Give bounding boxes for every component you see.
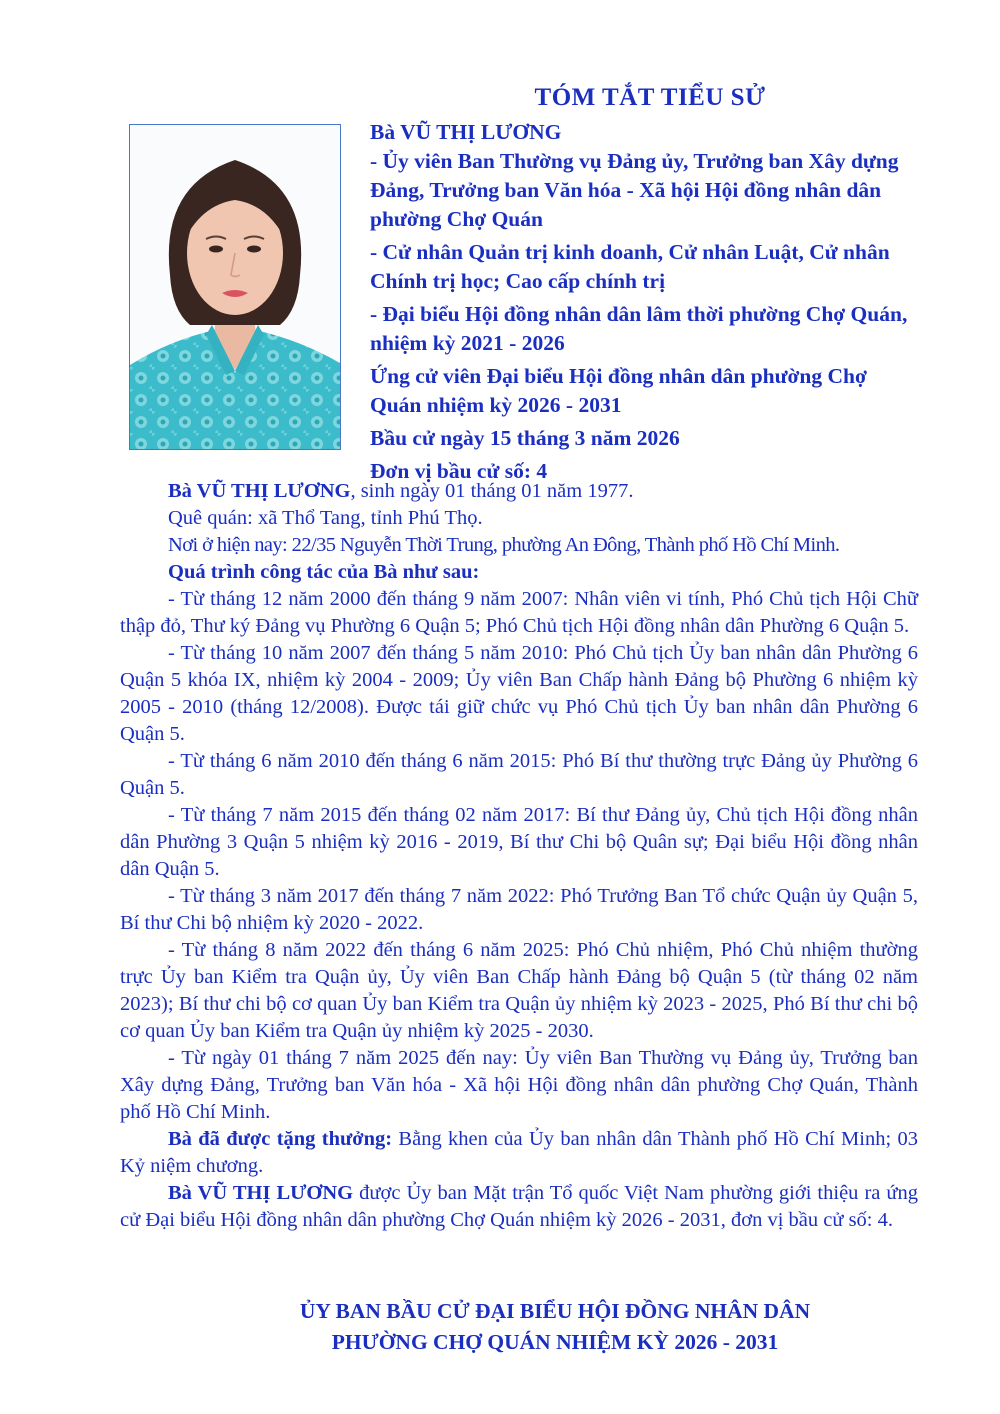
- career-item: - Từ ngày 01 tháng 7 năm 2025 đến nay: Ủy viên Ban Thường vụ Đảng ủy, Trưởng ban Xây dựng Đảng, Trưởng ban Văn hóa - Xã hội Hội đồng nhân dân phường Chợ Quán, Thành phố Hồ Chí Minh.: [120, 1047, 918, 1123]
- birth-name: Bà VŨ THỊ LƯƠNG: [168, 480, 351, 502]
- summary-positions: - Ủy viên Ban Thường vụ Đảng ủy, Trưởng ban Xây dựng Đảng, Trưởng ban Văn hóa - Xã hội Hội đồng nhân dân phường Chợ Quán: [370, 149, 899, 231]
- candidate-name: Bà VŨ THỊ LƯƠNG: [370, 120, 562, 144]
- portrait-image-icon: [130, 125, 340, 449]
- summary-education: - Cử nhân Quản trị kinh doanh, Cử nhân Luật, Cử nhân Chính trị học; Cao cấp chính trị: [370, 240, 890, 293]
- birth-date: , sinh ngày 01 tháng 01 năm 1977.: [350, 480, 634, 502]
- awards-label: Bà đã được tặng thưởng:: [168, 1128, 393, 1150]
- issuer-footer: [0, 1296, 1000, 1358]
- hometown: Quê quán: xã Thổ Tang, tỉnh Phú Thọ.: [168, 507, 483, 529]
- summary-election-date: Bầu cử ngày 15 tháng 3 năm 2026: [370, 426, 680, 450]
- footer-line-2: PHƯỜNG CHỢ QUÁN NHIỆM KỲ 2026 - 2031: [331, 1330, 779, 1354]
- career-item: - Từ tháng 7 năm 2015 đến tháng 02 năm 2017: Bí thư Đảng ủy, Chủ tịch Hội đồng nhân dân Phường 3 Quận 5 nhiệm kỳ 2016 - 2019, Bí thư Chi bộ Quân sự; Đại biểu Hội đồng nhân dân Quận 5.: [120, 804, 918, 880]
- document-title: TÓM TẮT TIỂU SỬ: [534, 84, 766, 111]
- awards-text: Bằng khen của Ủy ban nhân dân Thành phố Hồ Chí Minh; 03 Kỷ niệm chương.: [120, 1128, 918, 1177]
- summary-current-delegate: - Đại biểu Hội đồng nhân dân lâm thời phường Chợ Quán, nhiệm kỳ 2021 - 2026: [370, 302, 908, 355]
- footer-line-1: ỦY BAN BẦU CỬ ĐẠI BIỂU HỘI ĐỒNG NHÂN DÂN: [299, 1299, 811, 1323]
- portrait-photo: [129, 124, 341, 450]
- summary-electoral-unit: Đơn vị bầu cử số: 4: [370, 459, 548, 483]
- summary-block: [370, 118, 920, 486]
- residence: Nơi ở hiện nay: 22/35 Nguyễn Thời Trung, phường An Đông, Thành phố Hồ Chí Minh.: [168, 534, 840, 556]
- birth-line: [120, 478, 918, 505]
- awards: [120, 1126, 918, 1180]
- career-item: - Từ tháng 6 năm 2010 đến tháng 6 năm 2015: Phó Bí thư thường trực Đảng ủy Phường 6 Quận 5.: [120, 750, 918, 799]
- career-item: - Từ tháng 8 năm 2022 đến tháng 6 năm 2025: Phó Chủ nhiệm, Phó Chủ nhiệm thường trực Ủy ban Kiểm tra Quận ủy, Ủy viên Ban Chấp hành Đảng bộ Quận 5 (từ tháng 02 năm 2023); Bí thư chi bộ cơ quan Ủy ban Kiểm tra Quận ủy nhiệm kỳ 2023 - 2025, Phó Bí thư chi bộ cơ quan Ủy ban Kiểm tra Quận ủy nhiệm kỳ 2025 - 2030.: [120, 939, 918, 1042]
- nomination-name: Bà VŨ THỊ LƯƠNG: [168, 1182, 354, 1204]
- nomination-text: được Ủy ban Mặt trận Tổ quốc Việt Nam phường giới thiệu ra ứng cử Đại biểu Hội đồng nhân dân phường Chợ Quán nhiệm kỳ 2026 - 2031, đơn vị bầu cử số: 4.: [120, 1182, 918, 1231]
- career-heading: [120, 559, 918, 586]
- summary-candidacy: Ứng cử viên Đại biểu Hội đồng nhân dân phường Chợ Quán nhiệm kỳ 2026 - 2031: [370, 364, 867, 417]
- nomination: [120, 1180, 918, 1234]
- career-item: - Từ tháng 10 năm 2007 đến tháng 5 năm 2010: Phó Chủ tịch Ủy ban nhân dân Phường 6 Quận 5 khóa IX, nhiệm kỳ 2004 - 2009; Ủy viên Ban Chấp hành Đảng bộ Phường 6 nhiệm kỳ 2005 - 2010 (tháng 12/2008). Được tái giữ chức vụ Phó Chủ tịch Ủy ban nhân dân Phường 6 Quận 5.: [120, 642, 918, 745]
- career-item: - Từ tháng 12 năm 2000 đến tháng 9 năm 2007: Nhân viên vi tính, Phó Chủ tịch Hội Chữ thập đỏ, Thư ký Đảng vụ Phường 6 Quận 5; Phó Chủ tịch Hội đồng nhân dân Phường 6 Quận 5.: [120, 588, 918, 637]
- career-item: - Từ tháng 3 năm 2017 đến tháng 7 năm 2022: Phó Trưởng Ban Tổ chức Quận ủy Quận 5, Bí thư Chi bộ nhiệm kỳ 2020 - 2022.: [120, 885, 918, 934]
- biography-body: [120, 478, 918, 1234]
- career-heading-text: Quá trình công tác của Bà như sau:: [168, 561, 480, 583]
